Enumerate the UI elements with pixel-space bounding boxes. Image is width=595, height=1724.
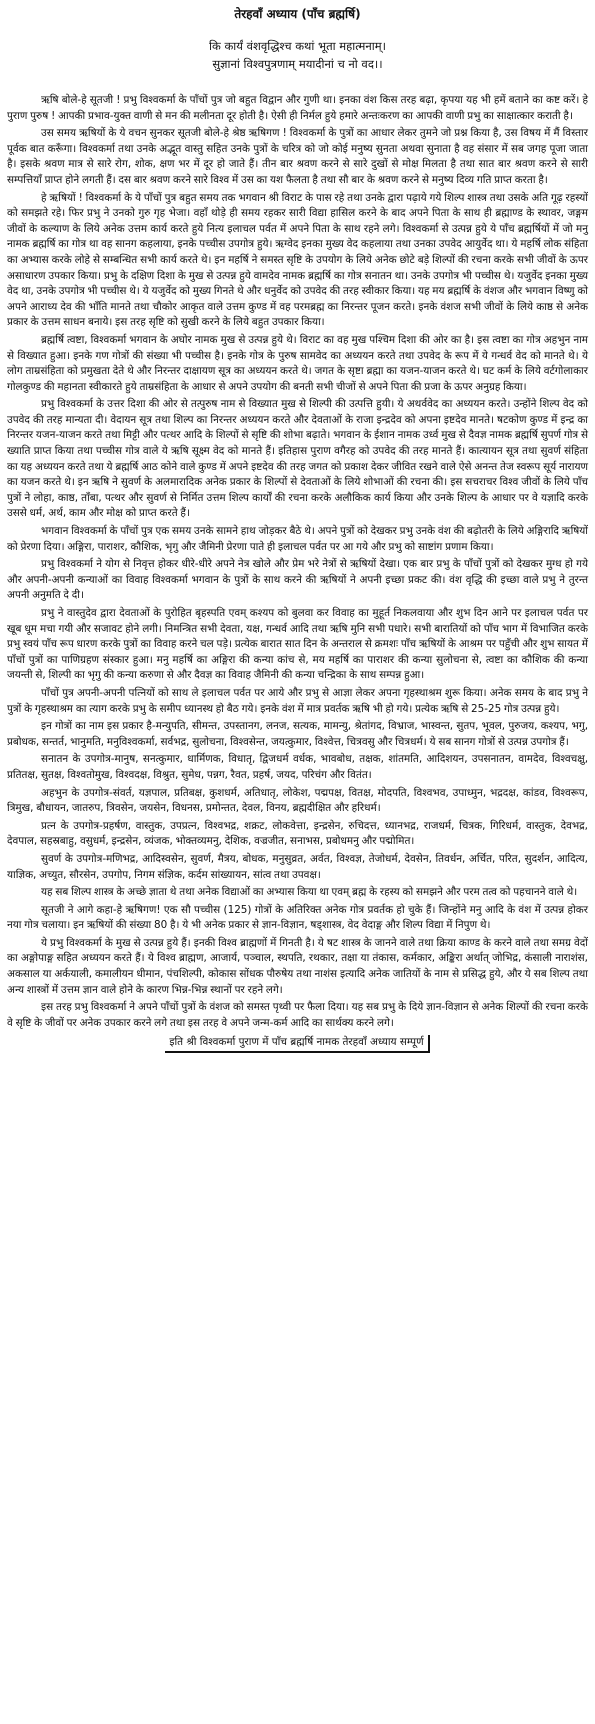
chapter-body xyxy=(7,93,588,1031)
paragraph: पाँचों पुत्र अपनी-अपनी पत्नियों को साथ ले इलाचल पर्वत पर आये और प्रभु से आज्ञा लेकर अपना गृहस्थाश्रम शुरू किया। अनेक समय के बाद प्रभु ने पुत्रों के गृहस्थाश्रम का त्याग करके प्रभु के समीप ध्यानस्थ हो बैठ गये। इनके वंश में मात्र प्रवर्तक ऋषि भी हो गये। प्रत्येक ऋषि से 25-25 गोत्र उत्पन्न हुये। xyxy=(7,686,588,715)
paragraph: अहभुन के उपगोत्र-संवर्त, यज्ञपाल, प्रतिबक्ष, कुशधर्म, अतिधातृ, लोकेश, पद्मपक्ष, वितक्ष, मोदपति, विश्वभव, उपाध्मुन, भद्रदक्ष, कांडव, विश्वरूप, त्रिमुख, बौधायन, जातरुप, त्रिवसेन, जयसेन, विधनस, प्रमोन्तत, देवल, विनय, ब्रह्मदीक्षित और हरिधर्म। xyxy=(7,786,588,815)
paragraph: प्रत्न के उपगोत्र-प्रहर्षण, वास्तुक, उपप्रत्न, विश्वभद्र, शक्रट, लोकवेत्ता, इन्द्रसेन, रुचिदत्त, ध्यानभद्र, राजधर्म, चित्रक, गिरिधर्म, वास्तुक, देवभद्र, देवपाल, सहस्रबाहु, वसुधर्म, इन्द्रसेन, व्यंजक, भोक्तव्यमनु, देशिक, वज्रजीत, सनाभस, प्रबोधमनु और पद्मोमित। xyxy=(7,819,588,848)
paragraph: उस समय ऋषियों के ये वचन सुनकर सूतजी बोले-हे श्रेष्ठ ऋषिगण ! विश्वकर्मा के पुत्रों का आधार लेकर तुमने जो प्रश्न किया है, उस विषय में मैं विस्तार पूर्वक बात करूँगा। विश्वकर्मा तथा उनके अद्भूत वास्तु सहित उनके पुत्रों के चरित्र को जो कोई मनुष्य सुनता अथवा सुनाता है वह संसार में सब जगह पूजा जाता है। इसके श्रवण मात्र से सारे रोग, शोक, क्षण भर में दूर हो जाते हैं। तीन बार श्रवण करने से सारे दुखों से मोक्ष मिलता है तथा सात बार श्रवण करने से सारी सम्पत्तियाँ प्राप्त होने लगती हैं। दस बार श्रवण करने सारे विश्व में उस का यश फैलता है तथा सौ बार के श्रवण करने से मनुष्य दिव्य गति प्राप्त करता है। xyxy=(7,127,588,186)
paragraph: इन गोत्रों का नाम इस प्रकार है-मन्युपति, सीमन्त, उपस्तानग, लनज, सत्यक, मामन्यु, श्रेतांगद, विभ्राज, भास्वन्त, सुतप, भूवल, पुरुजय, कश्यप, भगु, प्रबोधक, सन्तर्त, भानुमति, मनुविश्वकर्मा, सर्वभद्र, सुलोचना, विश्वसेन्त, जयत्कुमार, विश्वेत्त, चित्रवसु और चित्रधर्म। ये सब सानग गोत्रों से उत्पन्न उपगोत्र हैं। xyxy=(7,720,588,748)
verse-line: सुज्ञानां विश्वपुत्रणाम् मयादीनां च नो वद।। xyxy=(212,57,383,71)
paragraph: प्रभु विश्वकर्मा के उत्तर दिशा की ओर से तत्पुरुष नाम से विख्यात मुख से शिल्पी की उत्पत्ति हुयी। ये अथर्ववेद का अध्ययन करते। उन्होंने शिल्प वेद को उपवेद की तरह मान्यता दी। वेदायन सूत्र तथा शिल्प का निरन्तर अध्ययन करते और देवताओं के राजा इन्द्रदेव को अपना इष्टदेव मानते। षटकोण कुण्ड में इन्द्र का निरन्तर यजन-याजन करते तथा मिट्टी और पत्थर आदि के शिल्पों से सृष्टि की शोभा बढ़ाते। भगवान के ईशान नामक उर्ध्व मुख से दैवज्ञ नामक ब्रह्मर्षि सुपर्ण गोत्र से ख्याति प्राप्त किया तथा पच्चीस गोत्र वाले ये ऋषि सूक्ष्म वेद को मानते हैं। इतिहास पुराण वगैरह को उपवेद की तरह मानते हैं। कात्यायन सूत्र तथा सुवर्ण संहिता का यह अध्ययन करते तथा ये ब्रह्मर्षि आठ कोने वाले कुण्ड में अपने इष्टदेव की तरह जगत को प्रकाश देकर जीवित रखने वाले ऐसे अनन्त तेज स्वरूप सूर्य नारायण का यजन करते थे। इन ऋषि ने सुवर्ण के अलमारादिक अनेक प्रकार के शिल्पों से देवताओं के लिये शोभाओं की रचना की। इस सचराचर विश्व जीवों के लिये पाँच पुत्रों ने लोहा, काष्ठ, ताँबा, पत्थर और सुवर्ण से निर्मित उत्तम शिल्प कार्यों की रचना करके अलौकिक कार्य किया और उनके शिल्प के आधार पर वे यज्ञादि करके उससे धर्म, अर्थ, काम और मोक्ष को प्राप्त करते हैं। xyxy=(7,398,588,520)
verse-line: कि कार्यं वंशवृद्धिश्च कथां भूता महात्मनाम्। xyxy=(209,39,386,53)
paragraph: ऋषि बोले-हे सूतजी ! प्रभु विश्वकर्मा के पाँचों पुत्र जो बहुत विद्वान और गुणी था। इनका वंश किस तरह बढ़ा, कृपया यह भी हमें बताने का कष्ट करें। हे पुराण पुरुष ! आपकी प्रभाव-युक्त वाणी से मन की मलीनता दूर होती है। ऐसी ही निर्मल हुये हमारे अन्तःकरण का आपकी वाणी प्रभु का साक्षात्कार कराती है। xyxy=(7,94,588,122)
paragraph: सनातन के उपगोत्र-मानुष, सनत्कुमार, धार्मिणक, विधातृ, द्विजधर्म वर्धक, भावबोध, तक्षक, शांतमति, आदिशयन, उपसनातन, वामदेव, विश्वचक्षु, प्रतितक्ष, सुतक्ष, विश्वतोमुख, विश्वदक्ष, विश्रुत, सुमेध, पन्नग, रैवत, प्रहर्ष, जयद, परिचंग और वितंत। xyxy=(7,753,588,781)
paragraph: इस तरह प्रभु विश्वकर्मा ने अपने पाँचों पुत्रों के वंशज को समस्त पृथ्वी पर फैला दिया। यह सब प्रभु के दिये ज्ञान-विज्ञान से अनेक शिल्पों की रचना करके वे सृष्टि के जीवों पर अनेक उपकार करने लगे तथा इस तरह वे अपने जन्म-कर्म आदि का सार्थक्य करने लगे। xyxy=(7,1001,588,1029)
chapter-colophon: इति श्री विश्वकर्मा पुराण में पाँच ब्रह्मर्षि नामक तेरहवाँ अध्याय सम्पूर्ण xyxy=(165,1035,429,1053)
sanskrit-verse xyxy=(7,37,588,73)
paragraph: प्रभु ने वास्तुदेव द्वारा देवताओं के पुरोहित बृहस्पति एवम् कश्यप को बुलवा कर विवाह का मुहूर्त निकलवाया और शुभ दिन आने पर इलाचल पर्वत पर खूब धूम मचा गयी और सजावट होने लगी। निमन्त्रित सभी देवता, यक्ष, गन्धर्व आदि तथा ऋषि मुनि सभी पधारे। सभी बारातियों को पाँच भाग में विभाजित करके प्रभु स्वयं पाँच रूप धारण करके पुत्रों का विवाह करने चल पड़े। प्रत्येक बारात सात दिन के अन्तराल से क्रमशः पाँच ऋषियों के आश्रम पर पहुँची और शुभ सायत में पाँचों पुत्रों का पाणिग्रहण संस्कार हुआ। मनु महर्षि का अङ्गिरा की कन्या कांच से, मय महर्षि का पाराशर की कन्या सुलोचना से, त्वष्टा का कौशिक की कन्या जयन्ती से, शिल्पी का भृगु की कन्या करुणा से और दैवज्ञ का विवाह जैमिनी की कन्या चन्द्रिका के साथ सम्पन्न हुआ। xyxy=(7,607,588,682)
paragraph: सुवर्ण के उपगोत्र-मणिभद्र, आदिस्वसेन, सुवर्ण, मैत्रय, बोधक, मनुसुव्रत, अर्वत, विश्वज्ञ, तेजोधर्म, देवसेन, तिवर्धन, अर्चित, परित, सुदर्शन, आदित्य, याज्ञिक, अच्युत, सौरसेन, उपगोप, निगम संज्ञिक, कर्दम सांख्यायन, सांत्व तथा उपवक्ष। xyxy=(7,852,588,881)
paragraph: हे ऋषियों ! विश्वकर्मा के ये पाँचों पुत्र बहुत समय तक भगवान श्री विराट के पास रहे तथा उनके द्वारा पढ़ाये गये शिल्प शास्त्र तथा उसके अति गूढ़ रहस्यों को समझते रहे। फिर प्रभु ने उनको गुरु गृह भेजा। वहाँ थोड़े ही समय रहकर सारी विद्या हासिल करने के बाद अपने पिता के साथ ही ब्रह्माण्ड के स्थावर, जङ्गम जीवों के कल्याण के लिये अनेक उत्तम कार्य करते हुये नित्य इलाचल पर्वत में अपने पिता के साथ रहने लगे। विश्वकर्मा से उत्पन्न हुये ये पाँच ब्रह्मर्षियों में जो मनु नामक ब्रह्मर्षि का गोत्र था वह सानग कहलाया, इनके पच्चीस उपगोत्र हुये। ऋग्वेद इनका मुख्य वेद कहलाया तथा उनका उपवेद आयुर्वेद था। ये महर्षि लोक संहिता का अभ्यास करके लोहे से सम्बन्धित सभी कार्य करते थे। इन महर्षि ने समस्त सृष्टि के उपयोग के लिये अनेक छोटे बड़े शिल्पों की रचना करके सभी जीवों के ऊपर असाधारण उपकार किया। प्रभु के दक्षिण दिशा के मुख से उत्पन्न हुये वामदेव नामक ब्रह्मर्षि का गोत्र सनातन था। उनके उपगोत्र भी पच्चीस थे। यजुर्वेद इनका मुख्य वेद था, उनके उपगोत्र भी पच्चीस थे। ये यजुर्वेद को मुख्य गिनते थे और धनुर्वेद को उपवेद की तरह स्वीकार किया। यह मय ब्रह्मर्षि के वंशज और भगवान विष्णु को अपने आराध्य देव की भाँति मानते तथा चौकोर आकृत वाले उत्तम कुण्ड में वह परमब्रह्म का निरन्तर पूजन करते। इनके वंशज सभी जीवों के लिये काष्ठ से अनेक प्रकार के उत्तम साधन बनाये। इस तरह सृष्टि को सुखी करने के लिये बहुत उपकार किया। xyxy=(7,191,588,329)
paragraph: यह सब शिल्प शास्त्र के अच्छे ज्ञाता थे तथा अनेक विद्याओं का अभ्यास किया था एवम् ब्रह्म के रहस्य को समझने और परम तत्व को पहचानने वाले थे। xyxy=(41,886,578,899)
paragraph: ब्रह्मर्षि त्वष्टा, विश्वकर्मा भगवान के अघोर नामक मुख से उत्पन्न हुये थे। विराट का वह मुख पश्चिम दिशा की ओर का है। इस त्वष्टा का गोत्र अहभुन नाम से विख्यात हुआ। इनके गण गोत्रों की संख्या भी पच्चीस है। इनके गोत्र के पुरुष सामवेद का अध्ययन करते तथा उपवेद के रूप में ये गन्धर्व वेद को मानते थे। ये लोग ताम्रसंहिता को प्रमुखता देते थे और निरन्तर दाक्षायण सूत्र का अध्ययन करते थे। जगत के सृष्टा ब्रह्मा का यजन-याजन करते थे। घट कर्म के लिये वर्टगोलाकार गोलकुण्ड की महानता स्वीकारते हुये ताम्रसंहिता के आधार से अपने उपयोग की बनती सभी चीजों से अपने पिता की प्रजा के ऊपर अनुग्रह किया। xyxy=(7,333,588,393)
paragraph: प्रभु विश्वकर्मा ने योग से निवृत्त होकर धीरे-धीरे अपने नेत्र खोले और प्रेम भरे नेत्रों से ऋषियों देखा। एक बार प्रभु के पाँचों पुत्रों को देखकर मुग्ध हो गये और अपनी-अपनी कन्याओं का विवाह विश्वकर्मा भगवान के पुत्रों के साथ करने की ऋषियों ने अपनी इच्छा प्रकट की। वंश वृद्धि की इच्छा वाले प्रभु ने तुरन्त अपनी अनुमति दे दी। xyxy=(7,558,588,602)
paragraph: ये प्रभु विश्वकर्मा के मुख से उत्पन्न हुये हैं। इनकी विश्व ब्राह्मणों में गिनती है। ये षट शास्त्र के जानने वाले तथा क्रिया काण्ड के करने वाले तथा समग्र वेदों का अङ्गोपाङ्ग सहित अध्ययन करते हैं। ये विश्व ब्राह्मण, आजार्य, पञ्चाल, स्थपति, रथकार, तक्षा या तंकास, कर्मकार, अङ्किरा अर्थात् जोभिद्र, कंसाली नाराशंस, अकसाल या अर्कयाली, कमालीयन धीमान, पंचशिल्पी, कोकास सोंधक पौरुषेय तथा नाशंस इत्यादि अनेक जातियों के नाम से प्रसिद्ध हुये, और ये सब शिल्प तथा अन्य शास्त्रों में उत्तम ज्ञान वाले होने के कारण भिन्न-भिन्न स्थानों पर रहने लगे। xyxy=(7,936,588,996)
paragraph: सूतजी ने आगे कहा-हे ऋषिगण! एक सौ पच्चीस (125) गोत्रों के अतिरिक्त अनेक गोत्र प्रवर्तक हो चुके हैं। जिन्होंने मनु आदि के वंश में उत्पन्न होकर नया गोत्र चलाया। इन ऋषियों की संख्या 80 है। ये भी अनेक प्रकार से ज्ञान-विज्ञान, षड्शास्त्र, वेद वेदाङ्ग और शिल्प विद्या में निपुण थे। xyxy=(7,903,588,932)
chapter-title: तेरहवाँ अध्याय (पाँच ब्रह्मर्षि) xyxy=(234,7,361,21)
paragraph: भगवान विश्वकर्मा के पाँचों पुत्र एक समय उनके सामने हाथ जोड़कर बैठे थे। अपने पुत्रों को देखकर प्रभु उनके वंश की बढ़ोतरी के लिये अङ्गिरादि ऋषियों को प्रेरणा दिया। अङ्गिरा, पाराशर, कौशिक, भृगु और जैमिनी प्रेरणा पाते ही इलाचल पर्वत पर आ गये और प्रभु को साष्टांग प्रणाम किया। xyxy=(7,525,588,553)
